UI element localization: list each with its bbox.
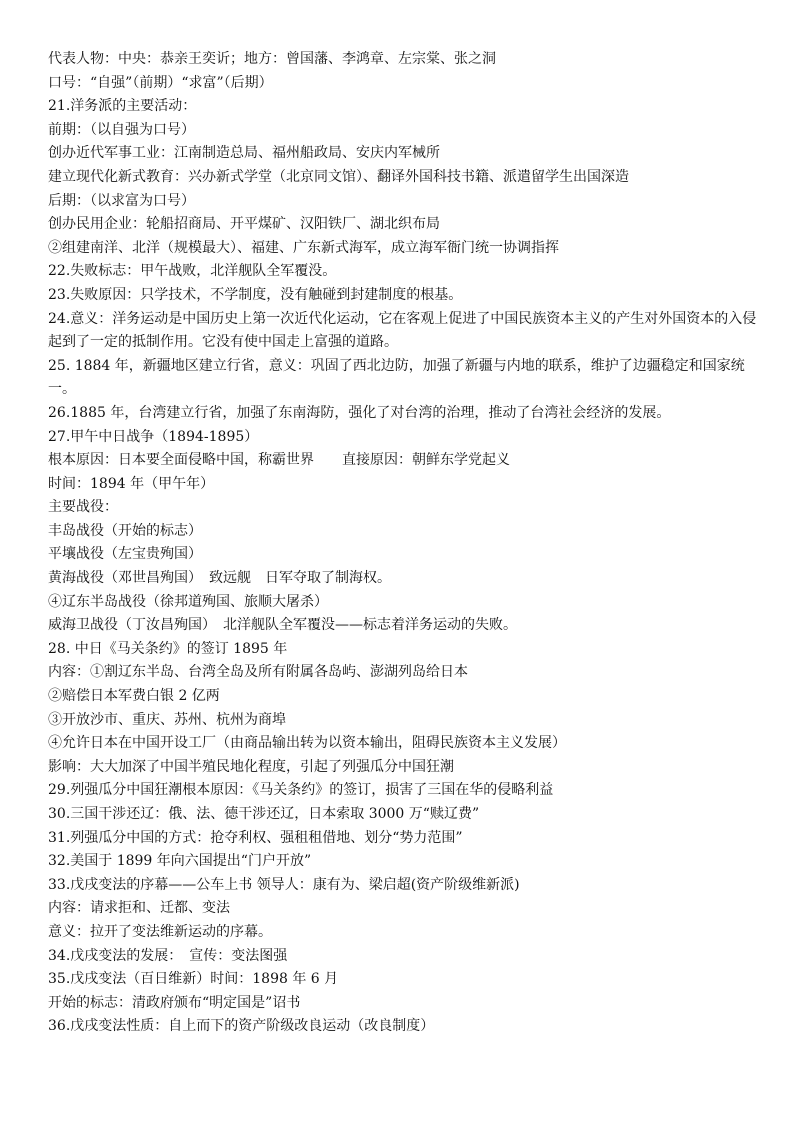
- text-line-32-open-door: 32.美国于 1899 年向六国提出“门户开放”: [48, 853, 312, 870]
- text-line-main-battles: 主要战役：: [48, 499, 118, 516]
- text-line-34-reform-development: 34.戊戌变法的发展： 宣传：变法图强: [48, 947, 288, 964]
- text-line-21-heading: 21.洋务派的主要活动：: [48, 98, 197, 115]
- text-line-27-war: 27.甲午中日战争（1894-1895）: [48, 428, 259, 445]
- text-line-35-hundred-days: 35.戊戌变法（百日维新）时间：1898 年 6 月: [48, 971, 339, 988]
- text-line-representatives: 代表人物：中央：恭亲王奕䜣；地方：曾国藩、李鸿章、左宗棠、张之洞: [48, 51, 496, 67]
- text-line-treaty-content-3: ③开放沙市、重庆、苏州、杭州为商埠: [48, 711, 286, 728]
- text-line-slogan: 口号：“自强”（前期）“求富”（后期）: [48, 74, 273, 91]
- document-page: [48, 48, 758, 1039]
- text-line-28-treaty: 28. 中日《马关条约》的签订 1895 年: [48, 640, 288, 657]
- text-line-navy: ②组建南洋、北洋（规模最大）、福建、广东新式海军，成立海军衙门统一协调指挥: [48, 239, 559, 256]
- text-line-treaty-content-2: ②赔偿日本军费白银 2 亿两: [48, 688, 220, 705]
- text-line-war-time: 时间：1894 年（甲午年）: [48, 475, 215, 492]
- text-line-battle-pyongyang: 平壤战役（左宝贵殉国）: [48, 546, 202, 563]
- text-line-26-taiwan: 26.1885 年，台湾建立行省，加强了东南海防，强化了对台湾的治理，推动了台湾社会经济的发展。: [48, 404, 671, 421]
- text-line-29-partition-cause: 29.列强瓜分中国狂潮根本原因：《马关条约》的签订，损害了三国在华的侵略利益: [48, 782, 554, 799]
- text-line-gongche-content: 内容：请求拒和、迁都、变法: [48, 900, 230, 917]
- text-line-treaty-content-1: 内容：①割辽东半岛、台湾全岛及所有附属各岛屿、澎湖列岛给日本: [48, 664, 468, 681]
- text-line-battle-weihaiwei: 威海卫战役（丁汝昌殉国） 北洋舰队全军覆没——标志着洋务运动的失败。: [48, 617, 517, 634]
- text-line-22-failure-mark: 22.失败标志：甲午战败，北洋舰队全军覆没。: [48, 263, 337, 280]
- text-line-reform-start-mark: 开始的标志：清政府颁布“明定国是”诏书: [48, 994, 301, 1011]
- text-line-33-gongche-shangshu: 33.戊戌变法的序幕——公车上书 领导人：康有为、梁启超(资产阶级维新派): [48, 876, 520, 893]
- text-line-civil-enterprises: 创办民用企业：轮船招商局、开平煤矿、汉阳铁厂、湖北织布局: [48, 216, 440, 233]
- text-line-new-education: 建立现代化新式教育：兴办新式学堂（北京同文馆）、翻译外国科技书籍、派遣留学生出国深造: [48, 168, 629, 185]
- text-line-23-failure-cause: 23.失败原因：只学技术，不学制度，没有触碰到封建制度的根基。: [48, 286, 463, 303]
- text-para-25-xinjiang: 25. 1884 年，新疆地区建立行省，意义：巩固了西北边防，加强了新疆与内地的联系，维护了边疆稳定和国家统一。: [48, 357, 745, 398]
- text-line-late-period: 后期：（以求富为口号）: [48, 192, 195, 209]
- text-line-31-partition-methods: 31.列强瓜分中国的方式：抢夺利权、强租租借地、划分“势力范围”: [48, 829, 463, 846]
- text-line-war-causes: 根本原因：日本要全面侵略中国，称霸世界 直接原因：朝鲜东学党起义: [48, 452, 510, 469]
- text-line-early-period: 前期：（以自强为口号）: [48, 121, 195, 138]
- text-line-30-triple-intervention: 30.三国干涉还辽：俄、法、德干涉还辽，日本索取 3000 万“赎辽费”: [48, 806, 480, 822]
- text-line-battle-liaodong: ④辽东半岛战役（徐邦道殉国、旅顺大屠杀）: [48, 593, 328, 610]
- text-line-battle-yellow-sea: 黄海战役（邓世昌殉国） 致远舰 日军夺取了制海权。: [48, 570, 391, 587]
- text-line-battle-fengdao: 丰岛战役（开始的标志）: [48, 522, 202, 539]
- text-line-treaty-content-4: ④允许日本在中国开设工厂（由商品输出转为以资本输出，阻碍民族资本主义发展）: [48, 735, 566, 752]
- text-line-gongche-significance: 意义：拉开了变法维新运动的序幕。: [48, 923, 272, 940]
- text-line-36-reform-nature: 36.戊戌变法性质：自上而下的资产阶级改良运动（改良制度）: [48, 1018, 435, 1035]
- text-line-treaty-impact: 影响：大大加深了中国半殖民地化程度，引起了列强瓜分中国狂潮: [48, 758, 454, 775]
- text-para-24-significance: 24.意义：洋务运动是中国历史上第一次近代化运动，它在客观上促进了中国民族资本主义的产生对外国资本的入侵起到了一定的抵制作用。它没有使中国走上富强的道路。: [48, 310, 757, 351]
- text-line-military-industry: 创办近代军事工业：江南制造总局、福州船政局、安庆内军械所: [48, 145, 440, 162]
